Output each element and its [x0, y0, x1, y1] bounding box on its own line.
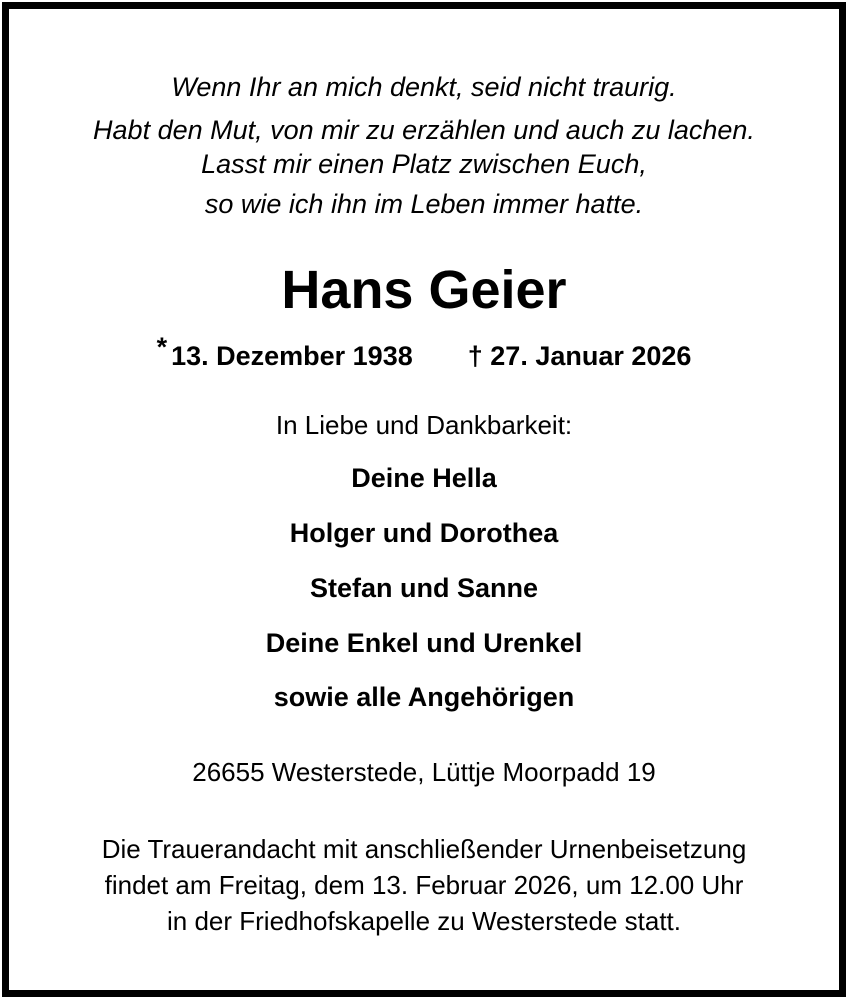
mourner-name: sowie alle Angehörigen	[273, 682, 575, 712]
life-dates	[9, 332, 839, 372]
obituary-frame	[2, 2, 846, 997]
service-line-3: in der Friedhofskapelle zu Westerstede statt.	[167, 906, 681, 936]
mourner-name: Deine Enkel und Urenkel	[265, 628, 583, 658]
birth-symbol: *	[156, 332, 168, 362]
mourner-name: Holger und Dorothea	[289, 518, 559, 548]
poem-line-1: Wenn Ihr an mich denkt, seid nicht traurig.	[171, 72, 677, 102]
mourners-intro: In Liebe und Dankbarkeit:	[275, 410, 573, 440]
service-line-1: Die Trauerandacht mit anschließender Urnenbeisetzung	[101, 834, 747, 864]
deceased-name: Hans Geier	[281, 260, 567, 320]
poem-line-3: Lasst mir einen Platz zwischen Euch,	[201, 149, 647, 179]
death-symbol: †	[467, 341, 483, 371]
mourner-name: Stefan und Sanne	[309, 573, 539, 603]
mourner-name: Deine Hella	[351, 463, 497, 493]
birth-date: 13. Dezember 1938	[171, 341, 413, 371]
poem-line-2: Habt den Mut, von mir zu erzählen und auch zu lachen.	[93, 115, 755, 145]
service-line-2: findet am Freitag, dem 13. Februar 2026, um 12.00 Uhr	[104, 870, 744, 900]
address: 26655 Westerstede, Lüttje Moorpadd 19	[192, 757, 656, 787]
death-date: 27. Januar 2026	[490, 341, 692, 371]
poem-line-4: so wie ich ihn im Leben immer hatte.	[204, 189, 644, 219]
